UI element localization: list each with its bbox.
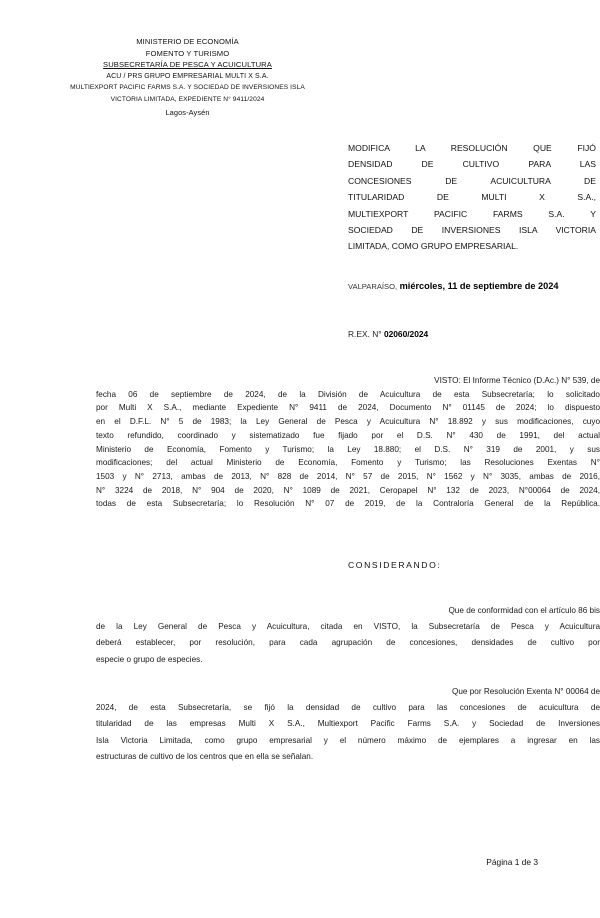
visto-line: en el D.F.L. N° 5 de 1983; la Ley General de Pesca y Acuicultura N° 18.892 y sus modificaciones, cuyo xyxy=(96,417,600,427)
page-number-footer: Página 1 de 3 xyxy=(486,857,538,867)
considerando-lead: Que por Resolución Exenta N° 00064 de xyxy=(451,687,600,696)
resolution-number-line xyxy=(348,329,428,339)
header-line-group: ACU / PRS GRUPO EMPRESARIAL MULTI X S.A. xyxy=(106,72,269,80)
considerando-line: 2024, de esta Subsecretaría, se fijó la densidad de cultivo para las concesiones de acuicultura de xyxy=(96,703,600,713)
header-line-region: Lagos-Aysén xyxy=(165,107,210,117)
considerando-line: deberá establecer, por resolución, para cada agrupación de concesiones, densidades de cultivo por xyxy=(96,638,600,648)
considerando-line: titularidad de las empresas Multi X S.A., Multiexport Pacific Farms S.A. y Sociedad de Inversiones xyxy=(96,719,600,729)
subject-line: SOCIEDAD DE INVERSIONES ISLA VICTORIA xyxy=(348,225,596,236)
document-header xyxy=(0,36,375,118)
visto-line: modificaciones; del actual Ministerio de Economía, Fomento y Turismo; las Resoluciones Exentas N° xyxy=(96,458,600,468)
considerando-line: de la Ley General de Pesca y Acuicultura, citada en VISTO, la Subsecretaría de Pesca y Acuicultura xyxy=(96,622,600,632)
considerando-line: Isla Victoria Limitada, como grupo empresarial y el número máximo de ejemplares a ingresar en las xyxy=(96,735,600,745)
considerando-line: especie o grupo de especies. xyxy=(96,654,203,664)
considerando-paragraph-1 xyxy=(96,603,600,668)
considerando-heading: CONSIDERANDO: xyxy=(348,560,442,570)
subject-line: CONCESIONES DE ACUICULTURA DE xyxy=(348,175,596,186)
header-line-companies: MULTIEXPORT PACIFIC FARMS S.A. Y SOCIEDAD DE INVERSIONES ISLA xyxy=(70,84,305,92)
visto-paragraph xyxy=(96,374,600,511)
visto-line: Ministerio de Economía, Fomento y Turismo; la Ley 18.880; el D.S. N° 319 de 2001, y sus xyxy=(96,444,600,454)
subject-line: MODIFICA LA RESOLUCIÓN QUE FIJÓ xyxy=(348,143,596,153)
place-date-line xyxy=(348,281,558,291)
visto-line: por Multi X S.A., mediante Expediente N° 9411 de 2024, Documento N° 01145 de 2024; lo dispuesto xyxy=(96,403,600,413)
visto-lead: VISTO: El Informe Técnico (D.Ac.) N° 539, de xyxy=(434,376,600,385)
header-line-subsecretaria: SUBSECRETARÍA DE PESCA Y ACUICULTURA xyxy=(103,60,272,70)
subject-line: DENSIDAD DE CULTIVO PARA LAS xyxy=(348,159,596,170)
subject-line: TITULARIDAD DE MULTI X S.A., xyxy=(348,192,596,203)
date-text: miércoles, 11 de septiembre de 2024 xyxy=(399,281,559,291)
visto-line: texto refundido, coordinado y sistematizado fue fijado por el D.S. N° 430 de 1991, del actual xyxy=(96,430,600,440)
header-line-ministry-sub: FOMENTO Y TURISMO xyxy=(145,48,230,58)
visto-line: todas de esta Subsecretaría; lo Resolución N° 07 de 2019, de la Contraloría General de la República. xyxy=(96,499,600,509)
considerando-lead: Que de conformidad con el artículo 86 bis xyxy=(448,606,600,615)
considerando-paragraph-2 xyxy=(96,684,600,765)
header-line-expediente: VICTORIA LIMITADA, EXPEDIENTE N° 9411/2024 xyxy=(110,95,265,103)
resolution-number-label: R.EX. N° xyxy=(348,329,382,339)
header-line-ministry: MINISTERIO DE ECONOMÍA xyxy=(136,37,239,46)
subject-line: LIMITADA, COMO GRUPO EMPRESARIAL. xyxy=(348,241,519,252)
visto-line: 1503 y N° 2713, ambas de 2013, N° 828 de 2014, N° 57 de 2015, N° 1562 y N° 3035, ambas de 2016, xyxy=(96,471,600,481)
visto-line: fecha 06 de septiembre de 2024, de la División de Acuicultura de esta Subsecretaría; lo solicitado xyxy=(96,389,600,399)
resolution-subject-block xyxy=(348,140,596,255)
subject-line: MULTIEXPORT PACIFIC FARMS S.A. Y xyxy=(348,208,596,219)
place-text: VALPARAÍSO, xyxy=(348,282,398,291)
considerando-line: estructuras de cultivo de los centros que en ella se señalan. xyxy=(96,751,314,761)
visto-line: N° 3224 de 2018, N° 904 de 2020, N° 1089 de 2021, Ceropapel N° 132 de 2023, N°00064 de 2024, xyxy=(96,485,600,495)
resolution-number-value: 02060/2024 xyxy=(383,329,429,339)
